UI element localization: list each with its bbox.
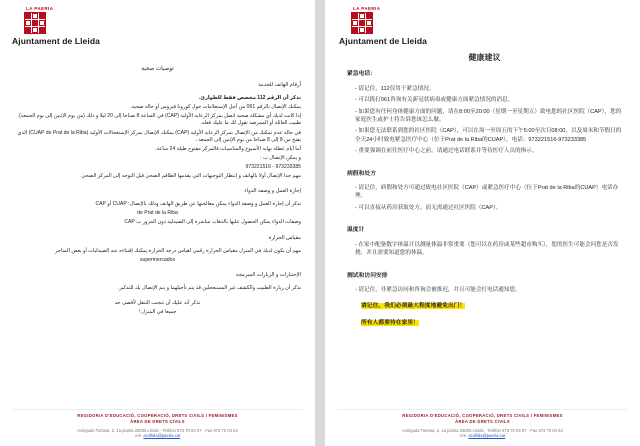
list-item: - 可以直接从药房获取处方，而无需通过社区医院（CAP）。: [355, 204, 502, 211]
section-heading-sick-leave: 病假和处方: [347, 170, 376, 177]
section-heading-phone: أرقام الهاتف للخدمة: [258, 82, 301, 89]
chinese-body: [347, 54, 622, 332]
phone-numbers: 973221516 - 973233385: [245, 163, 301, 170]
footer-address: Avinguda Tortosa, 2, 1a planta 25005 Lleida · Telèfon 973 70 04 07 · Fax 973 70 04 64: [402, 428, 563, 433]
footer-area: ÀREA DE DRETS CIVILS: [455, 419, 510, 424]
paragraph: مهم جدا الإتصال أولا بالهاتف و إنتظار التوجيهات التي يقدمها الطاقم الصحي قبل التوجه إلى المركز الصحي: [81, 173, 301, 180]
footer-department: REGIDORIA D'EDUCACIÓ, COOPERACIÓ, DRETS CIVILS I FEMINISMES: [77, 413, 238, 418]
page-title: توصيات صحية: [141, 66, 174, 72]
section-heading-work: إجازة العمل و وصفة الدواء: [244, 188, 301, 195]
right-document-page: [325, 0, 640, 446]
list-item: - 如果您有任何身体健康方面的问题，请在8:00至20:00（星期一至星期五）致电您的社区医院（CAP），您的家庭医生或护士将告诉您该怎么做。: [355, 108, 622, 124]
arabic-body: [14, 48, 301, 318]
footer-department: REGIDORIA D'EDUCACIÓ, COOPERACIÓ, DRETS CIVILS I FEMINISMES: [402, 413, 563, 418]
paragraph: أما أيام عطلة نهاية الأسبوع والمناسبات فالمركز مفتوح طيلة 24 ساعة.: [155, 145, 301, 152]
brand-top-label: LA PAERIA: [26, 6, 54, 11]
footer-divider: [337, 409, 628, 410]
closing-line: [361, 319, 622, 327]
paragraph: وصفات الدواء يمكن الحصول عليها بالذهاب مباشرة إلى الصيدلية دون المرور ب CAP: [124, 219, 301, 226]
paragraph: و يمكن الإتصال ب :: [260, 154, 301, 161]
section-heading-thermometer: 温度计: [347, 227, 365, 234]
section-heading-visits: الإختبارات و الزيارات المبرمجة: [235, 271, 301, 278]
paragraph: تذكر أن زيارة الطبيب والكشف غير المستعجلين قد يتم تأجيلهما و يتم الإتصال بك للتذكير.: [117, 284, 301, 291]
paragraph: supermercados: [139, 256, 176, 263]
list-item: - 可以拨打061咨询有关新冠状病毒或健康方面紧急情况的消息。: [355, 97, 514, 104]
page-title: 健康建议: [468, 53, 501, 62]
brand-name: Ajuntament de Lleida: [12, 36, 100, 46]
highlighted-text: 请记住，我们必须最大程度地避免出门！: [361, 303, 466, 310]
footer-email-line: A/e: acollida@paeria.cat: [459, 433, 506, 438]
list-item: - 重要强调在前往医疗中心之前，请通过电话联系并等待医疗人员的指示。: [355, 148, 538, 155]
section-heading-emergency: 紧急电话：: [347, 71, 376, 78]
footer-area: ÀREA DE DRETS CIVILS: [130, 419, 185, 424]
footer-right: [325, 413, 640, 438]
brand-name: Ajuntament de Lleida: [339, 36, 427, 46]
closing-line: جميعا في المنزل !: [138, 309, 177, 316]
logo-block-left: [12, 6, 100, 46]
paragraph: في حالة عدم تمكنك من الإتصال بمركز الرعاية الأولية (CAP) يمكنك الإتصال بمركز الإستعجالات الأولية (CUAP de Prat de la Riba) الذي يفتح من 8 إلى 8 صباحا من يوم الإثنين إلى الجمعة ،: [17, 129, 301, 143]
paragraph: مهم أن يكون لديك في المنزل مقياس الحرارة رقمي لقياس درجة الحرارة يمكنك إقتناءه عند الصيدليات أو بعض المتاجر: [54, 247, 301, 254]
list-item: - 如果您无法联系到您的社区医院（CAP），可以在周一至周五的下午5:00至次日08:00，以及周末和节假日的全天24小时致电紧急医疗中心（位于Prat de la Riba的CUAP）。电话：973221516-973233385: [355, 128, 622, 143]
footer-email-line: A/e: acollida@paeria.cat: [134, 433, 181, 438]
email-link[interactable]: acollida@paeria.cat: [468, 433, 506, 438]
paragraph: إذا كانت لديك أي مشكلة صحية اتصل بمركز الرعاية الأولية (CAP) في الساعة 8 صباحا إلى 20 ليلا و ذلك (من يوم الإثنين إلى يوم الجمعة). طبيب العائلة أو الممرضة تقول لك ما عليك فعله.: [17, 113, 301, 127]
paragraph: de Prat de la Riba: [137, 210, 178, 217]
paragraph: يمكنك الإتصال بالرقم 061 من أجل الإستعلامات حول كورونا فيروس أو حالة صحية.: [130, 104, 301, 111]
list-item: - 请记住，112仅用于紧急情况。: [355, 85, 435, 92]
list-item: - 在家中配备数字体温计以测量体温非常重要（您可以在药房或某些超市购买），您的医生可能会问您是否发烧，并且需要知道您的体温。: [355, 241, 619, 257]
footer-left: [0, 413, 315, 438]
closing-line: [361, 302, 622, 310]
left-document-page: [0, 0, 315, 446]
brand-top-label: LA PAERIA: [353, 6, 381, 11]
footer-divider: [12, 409, 303, 410]
footer-address: Avinguda Tortosa, 2, 1a planta 25005 Lleida · Telèfon 973 70 04 07 · Fax 973 70 04 64: [77, 428, 238, 433]
section-heading-tests: 测试和访问安排: [347, 272, 388, 279]
list-item: - 请记住，病假和处方可通过致电社区医院（CAP）或紧急医疗中心（位于Prat de la Riba的CUAP）电话办理。: [355, 185, 619, 200]
crest-icon: [24, 12, 46, 34]
closing-line: تذكر أنه عليك أن تتجنب التنقل لأقصى حد: [114, 299, 201, 306]
section-heading-thermometer: مقياس الحرارة: [268, 234, 301, 241]
email-link[interactable]: acollida@paeria.cat: [143, 433, 181, 438]
list-item: - 请记住，非紧急访问和咨询会被推迟，并且可能会打电话通知您。: [355, 286, 521, 293]
highlighted-text: 所有人都要待在家里！: [361, 319, 419, 326]
paragraph: تذكر أن الرقم 112 مخصص فقط للطوارئ.: [198, 95, 301, 102]
logo-block-right: [339, 6, 427, 46]
crest-icon: [351, 12, 373, 34]
paragraph: تذكر أن إجازة العمل و وصفة الدواء يمكن معالجتها عن طريق الهاتف وذلك بالإتصال: CAP أو CUAP: [95, 201, 301, 208]
